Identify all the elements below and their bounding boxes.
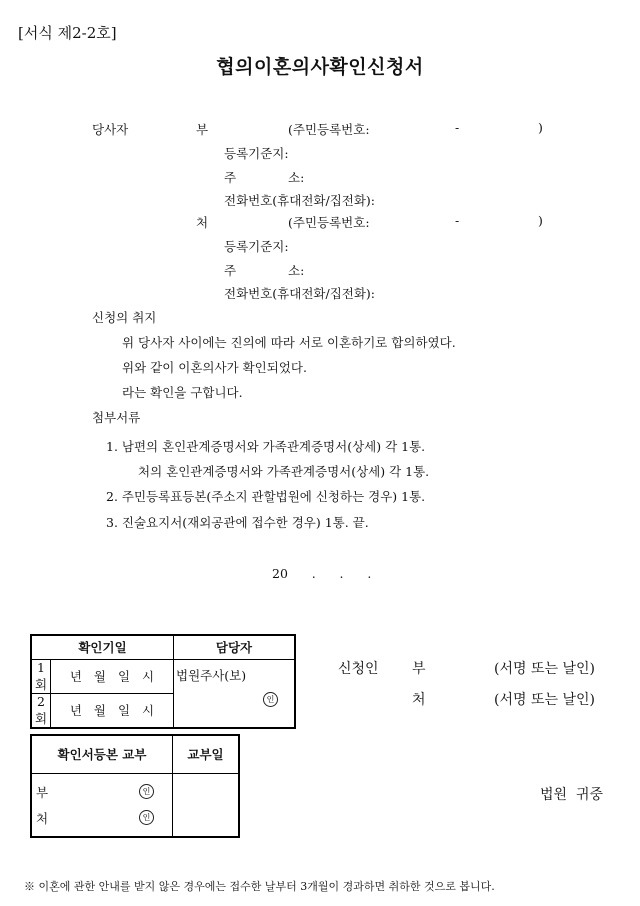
copy-table [30, 734, 240, 838]
purpose-line-2: 위와 같이 이혼의사가 확인되었다. [122, 360, 307, 375]
date-line: 20 . . . [272, 566, 372, 581]
husband-signature[interactable]: (서명 또는 날인) [494, 661, 595, 677]
clerk-title: 법원주사(보) [176, 667, 247, 683]
purpose-heading: 신청의 취지 [92, 310, 157, 325]
husband-id-close: ) [538, 120, 543, 135]
husband-registry-label: 등록기준지: [224, 146, 289, 161]
confirm-table [30, 634, 296, 729]
husband-address-label-2: 소: [288, 170, 305, 185]
parties-label: 당사자 [92, 122, 129, 137]
copy-issue-header: 확인서등본 교부 [31, 735, 173, 773]
applicant-wife-role: 처 [412, 692, 426, 708]
purpose-line-3: 라는 확인을 구합니다. [122, 385, 243, 400]
round-2-label: 2회 [31, 693, 51, 728]
attachment-item-1b: 처의 혼인관계증명서와 가족관계증명서(상세) 각 1통. [138, 464, 430, 479]
wife-role: 처 [196, 215, 209, 230]
round-2-date[interactable]: 년 월 일 시 [51, 693, 174, 728]
applicant-husband-role: 부 [412, 661, 426, 677]
wife-signature[interactable]: (서명 또는 날인) [494, 692, 595, 708]
husband-id-dash: - [455, 120, 460, 135]
attachment-item-3: 3. 진술요지서(재외공관에 접수한 경우) 1통. 끝. [106, 515, 369, 530]
clerk-cell[interactable] [174, 659, 296, 728]
court-addressee: 법원 귀중 [540, 787, 603, 803]
seal-icon: 인 [139, 810, 154, 825]
husband-id-label: (주민등록번호: [288, 122, 370, 137]
wife-address-label-1: 주 [224, 263, 237, 278]
issue-date-cell[interactable] [173, 773, 240, 837]
document-title: 협의이혼의사확인신청서 [216, 56, 424, 78]
seal-icon: 인 [139, 784, 154, 799]
copy-wife-label: 처 [36, 810, 49, 826]
attachment-item-2: 2. 주민등록표등본(주소지 관할법원에 신청하는 경우) 1통. [106, 489, 426, 504]
clerk-header: 담당자 [174, 635, 296, 659]
husband-phone-label: 전화번호(휴대전화/집전화): [224, 193, 376, 208]
copy-husband-label: 부 [36, 784, 49, 800]
wife-id-label: (주민등록번호: [288, 215, 370, 230]
wife-id-close: ) [538, 213, 543, 228]
attachments-heading: 첨부서류 [92, 410, 141, 425]
wife-address-label-2: 소: [288, 263, 305, 278]
applicant-label: 신청인 [338, 661, 379, 677]
wife-id-dash: - [455, 213, 460, 228]
form-number: [서식 제2-2호] [18, 24, 117, 42]
husband-address-label-1: 주 [224, 170, 237, 185]
attachment-item-1: 1. 남편의 혼인관계증명서와 가족관계증명서(상세) 각 1통. [106, 439, 426, 454]
husband-role: 부 [196, 122, 209, 137]
wife-registry-label: 등록기준지: [224, 239, 289, 254]
issue-date-header: 교부일 [173, 735, 240, 773]
round-1-label: 1회 [31, 659, 51, 693]
wife-phone-label: 전화번호(휴대전화/집전화): [224, 286, 376, 301]
seal-icon: 인 [263, 692, 278, 707]
footnote: ※ 이혼에 관한 안내를 받지 않은 경우에는 접수한 날부터 3개월이 경과하면 취하한 것으로 봅니다. [24, 880, 495, 893]
purpose-line-1: 위 당사자 사이에는 진의에 따라 서로 이혼하기로 합의하였다. [122, 335, 456, 350]
round-1-date[interactable]: 년 월 일 시 [51, 659, 174, 693]
confirm-date-header: 확인기일 [31, 635, 174, 659]
copy-recipients-cell[interactable] [31, 773, 173, 837]
